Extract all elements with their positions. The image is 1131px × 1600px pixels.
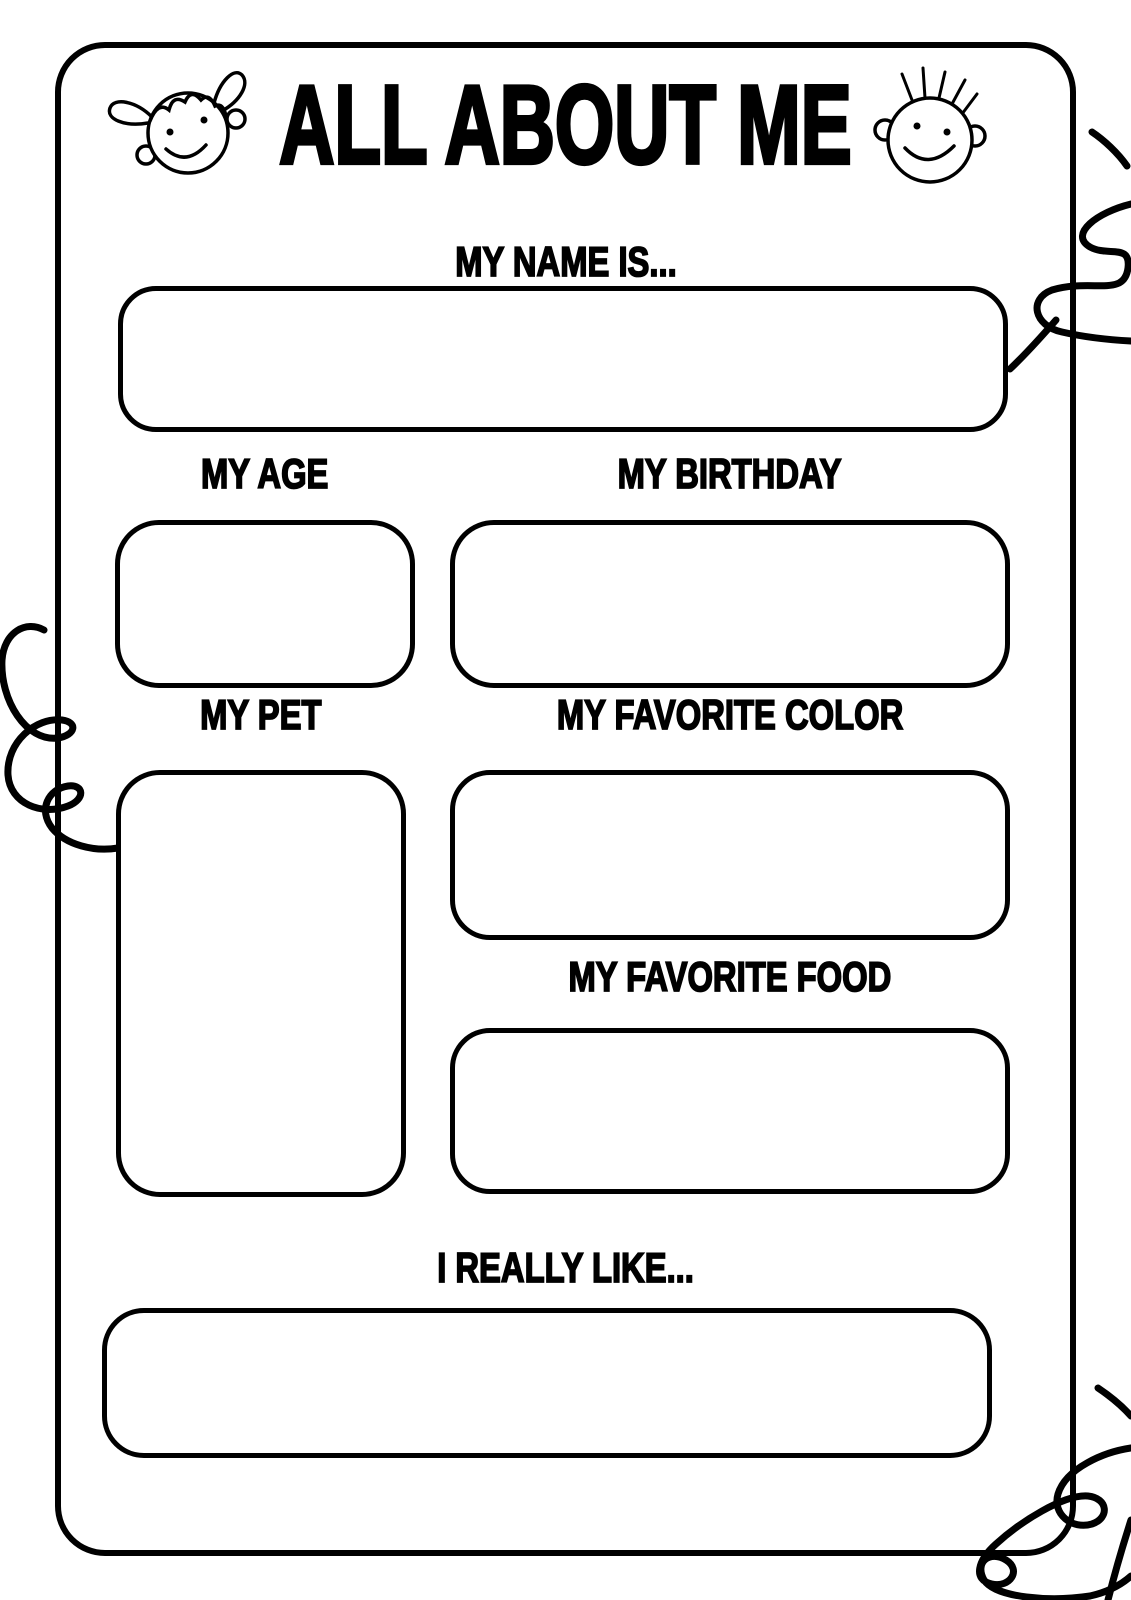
pet-input-box[interactable]	[116, 770, 406, 1197]
really-like-field-label: I REALLY LIKE...	[437, 1244, 694, 1291]
page-title: ALL ABOUT ME	[279, 63, 852, 187]
favorite-color-field-label: MY FAVORITE COLOR	[556, 691, 904, 738]
birthday-field-label: MY BIRTHDAY	[618, 450, 842, 497]
favorite-color-input-box[interactable]	[450, 770, 1010, 940]
boy-eye-right	[944, 129, 951, 136]
boy-head	[888, 98, 972, 182]
favorite-food-field-label: MY FAVORITE FOOD	[568, 953, 892, 1000]
boy-face-icon	[855, 52, 1020, 212]
name-field-label: MY NAME IS...	[454, 238, 677, 285]
name-input-box[interactable]	[118, 286, 1008, 432]
boy-eye-left	[914, 123, 921, 130]
really-like-input-box[interactable]	[102, 1308, 992, 1458]
birthday-input-box[interactable]	[450, 520, 1010, 688]
pet-field-label: MY PET	[200, 691, 322, 738]
favorite-food-input-box[interactable]	[450, 1028, 1010, 1194]
age-input-box[interactable]	[115, 520, 415, 688]
age-field-label: MY AGE	[201, 450, 329, 497]
